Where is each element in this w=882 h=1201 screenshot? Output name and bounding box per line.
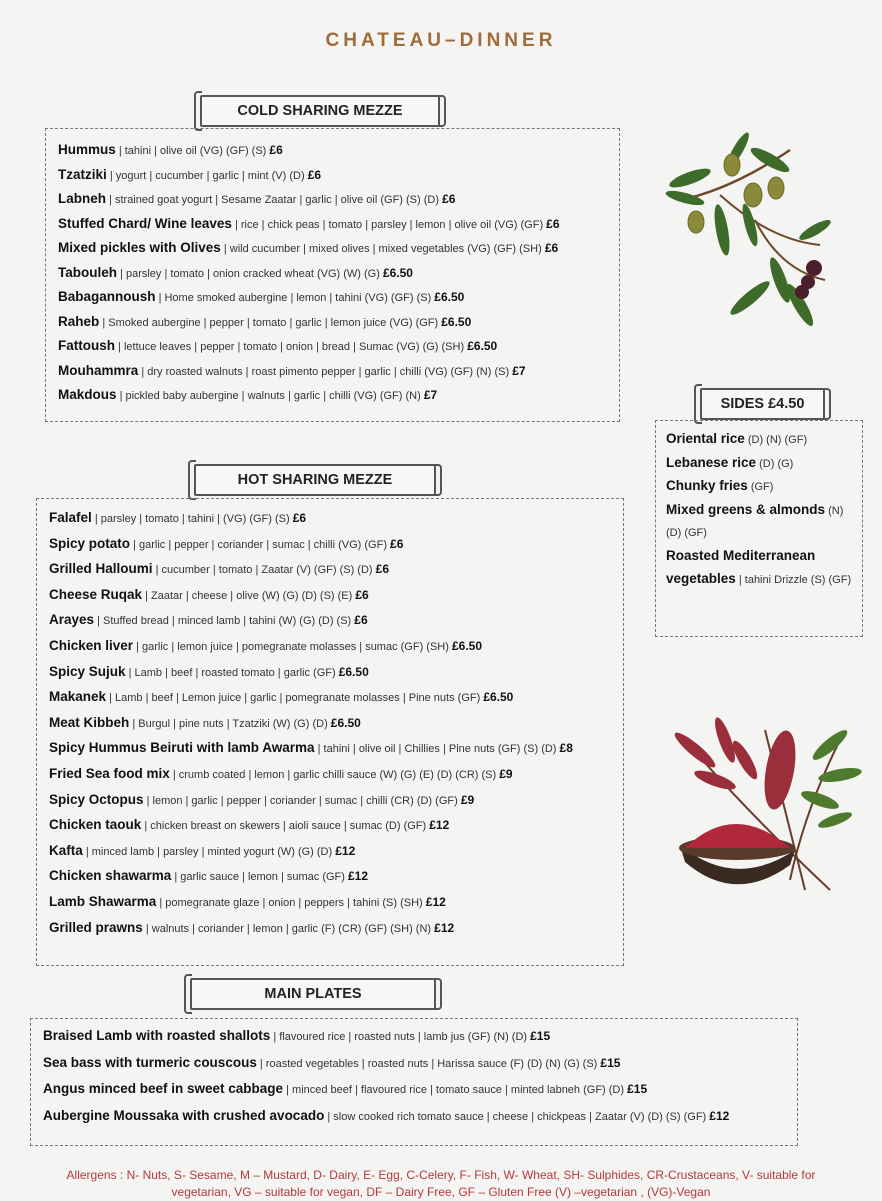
menu-item-description: | Zaatar | cheese | olive (W) (G) (D) (S) (E) bbox=[142, 589, 356, 602]
menu-item bbox=[666, 545, 854, 592]
menu-item-price: £6 bbox=[375, 562, 389, 577]
menu-item-description: | pickled baby aubergine | walnuts | garlic | chilli (VG) (GF) (N) bbox=[116, 390, 424, 402]
menu-item-name: Arayes bbox=[49, 612, 95, 628]
menu-item bbox=[58, 310, 619, 335]
menu-item-name: Cheese Ruqak bbox=[49, 586, 143, 602]
menu-item bbox=[58, 383, 619, 408]
menu-item-description: | strained goat yogurt | Sesame Zaatar | garlic | olive oil (GF) (S) (D) bbox=[106, 194, 443, 206]
menu-item-price: £15 bbox=[600, 1055, 621, 1070]
menu-item-name: Grilled Halloumi bbox=[49, 561, 153, 577]
menu-item-name: Chunky fries bbox=[666, 478, 748, 493]
menu-item-description: (D) (N) (GF) bbox=[744, 434, 808, 446]
allergens-line-1: Allergens : N- Nuts, S- Sesame, M – Mustard, D- Dairy, E- Egg, C-Celery, F- Fish, W- Wheat, SH- Sulphides, CR-Crustaceans, V- suitable for bbox=[66, 1168, 816, 1182]
menu-item bbox=[58, 212, 619, 237]
menu-item-name: Braised Lamb with roasted shallots bbox=[43, 1028, 271, 1043]
menu-item-name: Makdous bbox=[58, 387, 117, 402]
menu-item-description: | yogurt | cucumber | garlic | mint (V) (D) bbox=[106, 169, 308, 182]
menu-item-price: £6 bbox=[442, 192, 456, 206]
menu-item-description: | Burgul | pine nuts | Tzatziki (W) (G) (D) bbox=[129, 717, 331, 730]
menu-item-price: £8 bbox=[559, 741, 573, 756]
menu-item-name: Grilled prawns bbox=[49, 919, 143, 935]
menu-item-description: | tahini | olive oil | Chillies | Pine nuts (GF) (S) (D) bbox=[314, 743, 560, 756]
menu-item-name: Mixed pickles with Olives bbox=[58, 240, 221, 255]
sumac-bowl-illustration bbox=[655, 700, 865, 910]
menu-item-name: Oriental rice bbox=[666, 431, 745, 446]
menu-item-description: | cucumber | tomato | Zaatar (V) (GF) (S) (D) bbox=[152, 564, 376, 577]
menu-item bbox=[666, 499, 854, 545]
menu-item-description: | lettuce leaves | pepper | tomato | onion | bread | Sumac (VG) (G) (SH) bbox=[115, 341, 468, 353]
menu-item bbox=[43, 1076, 797, 1103]
allergens-line-2: vegetarian, VG – suitable for vegan, DF – Dairy Free, GF – Gluten Free (V) –vegetarian , (VG)-Vegan bbox=[171, 1185, 711, 1199]
menu-item-description: | slow cooked rich tomato sauce | cheese | chickpeas | Zaatar (V) (D) (S) (GF) bbox=[324, 1110, 710, 1123]
menu-item-name: Babagannoush bbox=[58, 289, 156, 304]
menu-item-name: Spicy Sujuk bbox=[49, 663, 126, 679]
menu-item-price: £6.50 bbox=[382, 265, 413, 280]
menu-item-name: Hummus bbox=[58, 142, 116, 157]
hot-mezze-heading-label: HOT SHARING MEZZE bbox=[237, 472, 393, 488]
menu-item bbox=[666, 452, 854, 476]
menu-item-description: | rice | chick peas | tomato | parsley | lemon | olive oil (VG) (GF) bbox=[231, 218, 547, 231]
menu-item-description: | lemon | garlic | pepper | coriander | sumac | chilli (CR) (D) (GF) bbox=[143, 794, 461, 807]
menu-item-description: | dry roasted walnuts | roast pimento pepper | garlic | chilli (VG) (GF) (N) (S) bbox=[138, 365, 513, 378]
menu-item-description: | roasted vegetables | roasted nuts | Harissa sauce (F) (D) (N) (G) (S) bbox=[256, 1057, 601, 1070]
menu-item-price: £12 bbox=[335, 843, 356, 858]
menu-item bbox=[49, 710, 623, 736]
menu-item bbox=[43, 1050, 797, 1077]
menu-item-price: £12 bbox=[709, 1108, 730, 1123]
menu-item-price: £12 bbox=[434, 920, 455, 935]
menu-item-description: | Stuffed bread | minced lamb | tahini (W) (G) (D) (S) bbox=[94, 615, 355, 628]
menu-item-name: Meat Kibbeh bbox=[49, 714, 130, 730]
menu-item bbox=[58, 261, 619, 286]
menu-item-price: £6 bbox=[390, 536, 404, 551]
menu-item-price: £6 bbox=[307, 167, 322, 182]
menu-item-name: Chicken liver bbox=[49, 637, 134, 653]
menu-item-description: (GF) bbox=[747, 481, 774, 493]
menu-item-description: | pomegranate glaze | onion | peppers | tahini (S) (SH) bbox=[156, 896, 426, 909]
menu-item-name: Mixed greens & almonds bbox=[666, 501, 826, 517]
menu-item-description: | crumb coated | lemon | garlic chilli sauce (W) (G) (E) (D) (CR) (S) bbox=[169, 768, 500, 781]
menu-item-price: £6 bbox=[546, 216, 560, 231]
menu-item-price: £12 bbox=[425, 894, 446, 909]
menu-item-price: £6.50 bbox=[338, 664, 369, 679]
menu-item-description: | wild cucumber | mixed olives | mixed vegetables (VG) (GF) (SH) bbox=[220, 243, 545, 255]
main-plates-heading bbox=[190, 978, 436, 1010]
main-plates-list bbox=[43, 1023, 797, 1129]
menu-item bbox=[49, 812, 623, 838]
menu-item-description: | flavoured rice | roasted nuts | lamb jus (GF) (N) (D) bbox=[270, 1031, 531, 1043]
menu-item-price: £15 bbox=[530, 1029, 551, 1043]
menu-item-name: Raheb bbox=[58, 313, 100, 329]
cold-mezze-heading-label: COLD SHARING MEZZE bbox=[237, 103, 403, 119]
hot-mezze-list bbox=[49, 505, 623, 940]
menu-item bbox=[49, 505, 623, 531]
menu-item bbox=[49, 889, 623, 915]
menu-item-description: | minced beef | flavoured rice | tomato sauce | minted labneh (GF) (D) bbox=[283, 1084, 628, 1096]
menu-item bbox=[58, 163, 619, 188]
menu-item-name: Kafta bbox=[49, 842, 83, 858]
menu-item-name: Tzatziki bbox=[58, 166, 107, 182]
menu-item-name: Stuffed Chard/ Wine leaves bbox=[58, 215, 232, 231]
menu-item-description: (N) (D) (GF) bbox=[666, 504, 844, 539]
menu-item-price: £12 bbox=[348, 869, 369, 884]
menu-item-price: £7 bbox=[512, 363, 526, 378]
menu-item-name: Spicy Octopus bbox=[49, 791, 144, 807]
menu-item-description: | Home smoked aubergine | lemon | tahini (VG) (GF) (S) bbox=[155, 292, 435, 304]
menu-item-description: | minced lamb | parsley | minted yogurt (W) (G) (D) bbox=[82, 845, 336, 858]
menu-item-name: Mouhammra bbox=[58, 362, 139, 378]
menu-item-name: Falafel bbox=[49, 510, 92, 525]
cold-mezze-list bbox=[58, 138, 619, 408]
menu-item-price: £6 bbox=[544, 241, 559, 255]
sides-heading bbox=[700, 388, 825, 420]
menu-item-name: Lamb Shawarma bbox=[49, 893, 157, 909]
menu-item bbox=[43, 1103, 797, 1130]
menu-item-description: | garlic sauce | lemon | sumac (GF) bbox=[171, 871, 348, 884]
menu-item bbox=[43, 1023, 797, 1050]
menu-item-price: £15 bbox=[627, 1082, 648, 1096]
menu-item bbox=[666, 428, 854, 452]
menu-item-name: Spicy potato bbox=[49, 535, 131, 551]
menu-item-name: Labneh bbox=[58, 191, 107, 206]
menu-item bbox=[49, 582, 623, 608]
menu-item bbox=[666, 475, 854, 499]
menu-item-name: Lebanese rice bbox=[666, 454, 757, 470]
hot-mezze-heading bbox=[194, 464, 436, 496]
menu-item-price: £6 bbox=[269, 143, 283, 157]
menu-item bbox=[49, 787, 623, 813]
menu-item-name: Sea bass with turmeric couscous bbox=[43, 1054, 257, 1070]
menu-item bbox=[49, 863, 623, 889]
menu-item-price: £6 bbox=[354, 613, 368, 628]
menu-item bbox=[49, 735, 623, 761]
menu-item-description: | tahini | olive oil (VG) (GF) (S) bbox=[115, 145, 270, 157]
main-plates-heading-label: MAIN PLATES bbox=[264, 986, 362, 1002]
menu-item-price: £6.50 bbox=[434, 290, 465, 304]
menu-item-description: | parsley | tomato | tahini | (VG) (GF) (S) bbox=[91, 513, 293, 525]
menu-item-name: Fried Sea food mix bbox=[49, 765, 170, 781]
menu-item-description: | Smoked aubergine | pepper | tomato | garlic | lemon juice (VG) (GF) bbox=[99, 316, 442, 329]
menu-item bbox=[49, 531, 623, 557]
menu-item-description: | chicken breast on skewers | aioli sauce | sumac (D) (GF) bbox=[141, 820, 430, 833]
menu-item-name: Spicy Hummus Beiruti with lamb Awarma bbox=[49, 740, 315, 756]
menu-item bbox=[58, 285, 619, 310]
menu-item bbox=[49, 659, 623, 685]
olive-branch-illustration bbox=[660, 130, 835, 345]
menu-item-name: Aubergine Moussaka with crushed avocado bbox=[43, 1107, 325, 1123]
menu-item-description: | Lamb | beef | Lemon juice | garlic | pomegranate molasses | Pine nuts (GF) bbox=[106, 692, 484, 705]
sides-section bbox=[655, 420, 863, 637]
menu-item-name: Angus minced beef in sweet cabbage bbox=[43, 1081, 284, 1096]
menu-item-price: £9 bbox=[499, 766, 513, 781]
menu-item-price: £6.50 bbox=[467, 339, 498, 353]
menu-item-description: | parsley | tomato | onion cracked wheat (VG) (W) (G) bbox=[117, 267, 383, 280]
sides-heading-label: SIDES £4.50 bbox=[720, 396, 805, 412]
menu-item-price: £6.50 bbox=[441, 314, 472, 329]
menu-item-name: Fattoush bbox=[58, 338, 115, 353]
menu-item bbox=[49, 838, 623, 864]
menu-item bbox=[58, 236, 619, 261]
main-plates-section bbox=[30, 1018, 798, 1146]
menu-title: CHATEAU–DINNER bbox=[325, 30, 557, 51]
cold-mezze-section bbox=[45, 128, 620, 422]
hot-mezze-section bbox=[36, 498, 624, 966]
menu-item-description: | garlic | pepper | coriander | sumac | chilli (VG) (GF) bbox=[130, 538, 391, 551]
menu-item-price: £9 bbox=[460, 792, 475, 807]
cold-mezze-heading bbox=[200, 95, 440, 127]
menu-item-description: | tahini Drizzle (S) (GF) bbox=[735, 574, 852, 586]
allergens-note bbox=[30, 1167, 852, 1201]
menu-item-description: | garlic | lemon juice | pomegranate molasses | sumac (GF) (SH) bbox=[133, 640, 452, 653]
menu-item bbox=[49, 684, 623, 710]
sides-list bbox=[666, 428, 854, 592]
menu-item-name: Tabouleh bbox=[58, 264, 117, 280]
menu-item-price: £12 bbox=[429, 818, 450, 833]
menu-item-price: £6 bbox=[292, 511, 307, 525]
menu-item bbox=[58, 138, 619, 163]
menu-item-price: £6.50 bbox=[483, 690, 514, 705]
menu-item bbox=[58, 334, 619, 359]
menu-item-price: £7 bbox=[423, 388, 438, 402]
menu-item-name: Chicken taouk bbox=[49, 817, 142, 833]
menu-item-name: Chicken shawarma bbox=[49, 868, 172, 884]
menu-item bbox=[58, 187, 619, 212]
menu-item-price: £6.50 bbox=[330, 715, 361, 730]
menu-item-description: | Lamb | beef | roasted tomato | garlic (GF) bbox=[125, 666, 339, 679]
menu-item-name: Roasted Mediterranean vegetables bbox=[666, 547, 816, 586]
menu-item bbox=[49, 915, 623, 941]
menu-item bbox=[49, 607, 623, 633]
menu-item-description: (D) (G) bbox=[756, 457, 794, 470]
menu-item-name: Makanek bbox=[49, 689, 107, 705]
menu-item bbox=[58, 359, 619, 384]
menu-item-description: | walnuts | coriander | lemon | garlic (F) (CR) (GF) (SH) (N) bbox=[142, 922, 435, 935]
menu-item bbox=[49, 556, 623, 582]
menu-item-price: £6.50 bbox=[451, 638, 482, 653]
menu-item bbox=[49, 761, 623, 787]
menu-item-price: £6 bbox=[355, 587, 369, 602]
menu-item bbox=[49, 633, 623, 659]
